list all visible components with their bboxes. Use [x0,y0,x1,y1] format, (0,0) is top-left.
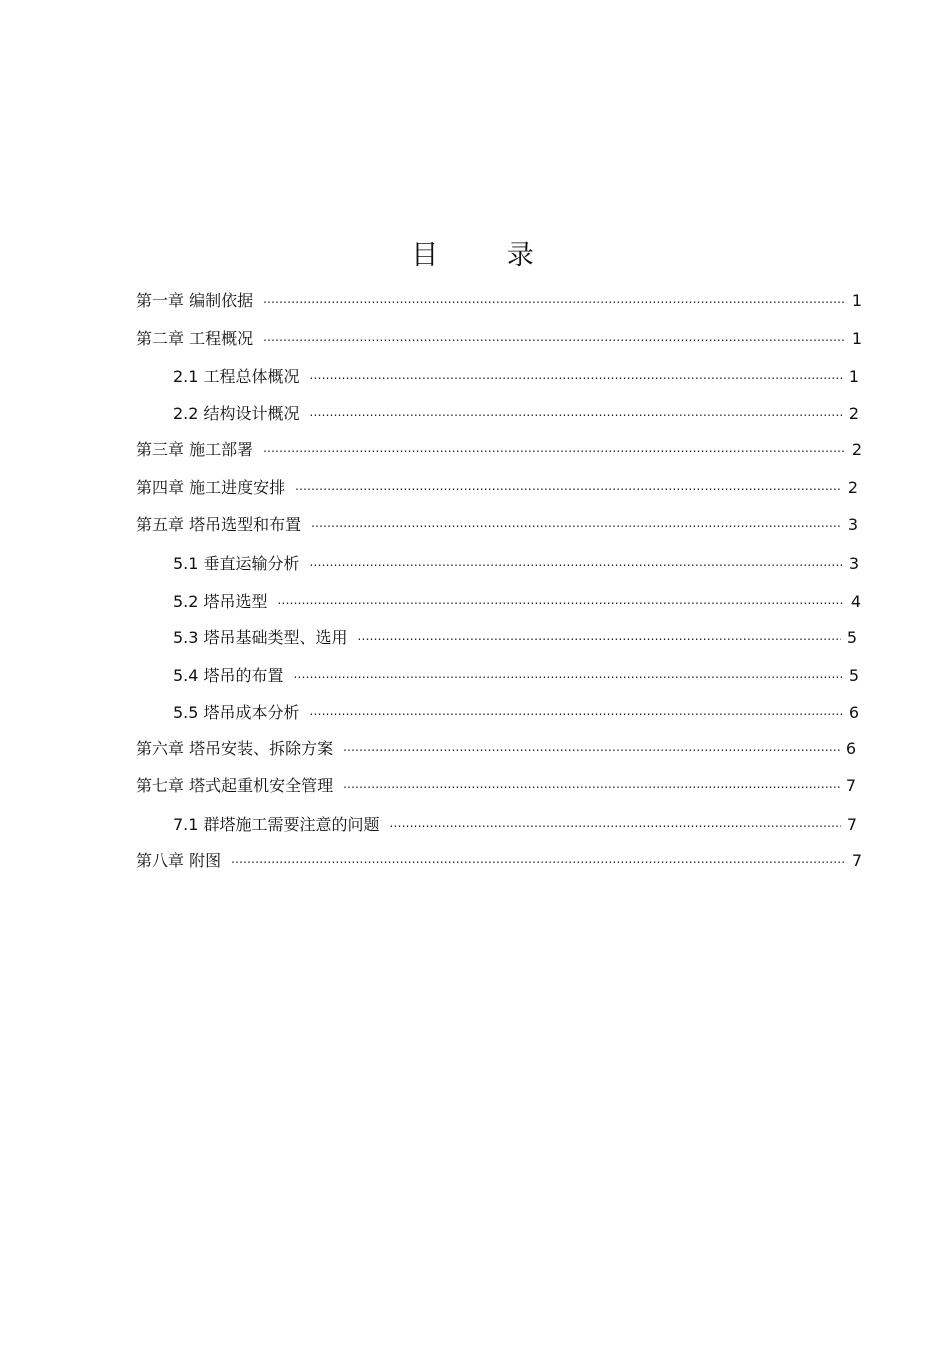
toc-entry-label: 第七章 塔式起重机安全管理 [136,776,334,795]
toc-dot-leader [310,554,843,574]
toc-entry[interactable] [173,590,861,612]
toc-entry-label: 第三章 施工部署 [136,440,254,459]
toc-page-number: 3 [847,515,858,534]
toc-page-number: 7 [845,776,856,795]
toc-dot-leader [263,440,846,460]
toc-page-number: 4 [850,592,861,611]
toc-page-number: 3 [848,554,859,573]
toc-dot-leader [278,592,845,612]
toc-entry[interactable] [136,774,856,796]
toc-dot-leader [263,291,846,311]
toc-page-number: 5 [848,666,859,685]
toc-entry[interactable] [136,438,862,460]
toc-dot-leader [310,703,843,723]
toc-entry[interactable] [136,737,856,759]
toc-entry[interactable] [136,849,862,871]
toc-page-number: 2 [847,478,858,497]
toc-entry[interactable] [136,327,862,349]
toc-dot-leader [231,851,846,871]
toc-entry[interactable] [173,365,859,387]
toc-entry[interactable] [173,626,857,648]
toc-page-number: 7 [851,851,862,870]
toc-title: 目 录 [411,240,564,271]
toc-dot-leader [311,515,842,535]
toc-entry[interactable] [173,813,857,835]
toc-entry-label: 5.4 塔吊的布置 [173,666,284,685]
toc-entry-label: 第五章 塔吊选型和布置 [136,515,302,534]
toc-entry-label: 5.3 塔吊基础类型、选用 [173,628,348,647]
toc-dot-leader [310,404,843,424]
toc-page-number: 5 [846,628,857,647]
toc-page-number: 6 [848,703,859,722]
toc-entry[interactable] [136,476,858,498]
toc-dot-leader [310,367,843,387]
toc-dot-leader [343,739,840,759]
toc-entry-label: 第一章 编制依据 [136,291,254,310]
toc-entry-label: 5.1 垂直运输分析 [173,554,300,573]
toc-page-number: 6 [845,739,856,758]
toc-entry[interactable] [173,552,859,574]
toc-entry[interactable] [173,664,859,686]
toc-entry-label: 2.2 结构设计概况 [173,404,300,423]
toc-dot-leader [343,776,840,796]
toc-entry-label: 第六章 塔吊安装、拆除方案 [136,739,334,758]
toc-entry-label: 2.1 工程总体概况 [173,367,300,386]
toc-page-number: 2 [848,404,859,423]
toc-dot-leader [295,478,842,498]
toc-entry-label: 5.2 塔吊选型 [173,592,268,611]
toc-entry[interactable] [173,701,859,723]
toc-page-number: 7 [846,815,857,834]
toc-dot-leader [390,815,841,835]
toc-dot-leader [358,628,841,648]
toc-page-number: 2 [851,440,862,459]
toc-page-number: 1 [848,367,859,386]
toc-entry-label: 7.1 群塔施工需要注意的问题 [173,815,380,834]
toc-page-number: 1 [851,291,862,310]
toc-entry-label: 第八章 附图 [136,851,222,870]
toc-dot-leader [294,666,843,686]
toc-entry[interactable] [173,402,859,424]
toc-dot-leader [263,329,846,349]
toc-entry[interactable] [136,289,862,311]
toc-entry-label: 5.5 塔吊成本分析 [173,703,300,722]
toc-page-number: 1 [851,329,862,348]
toc-entry[interactable] [136,513,858,535]
toc-entry-label: 第二章 工程概况 [136,329,254,348]
toc-entry-label: 第四章 施工进度安排 [136,478,286,497]
